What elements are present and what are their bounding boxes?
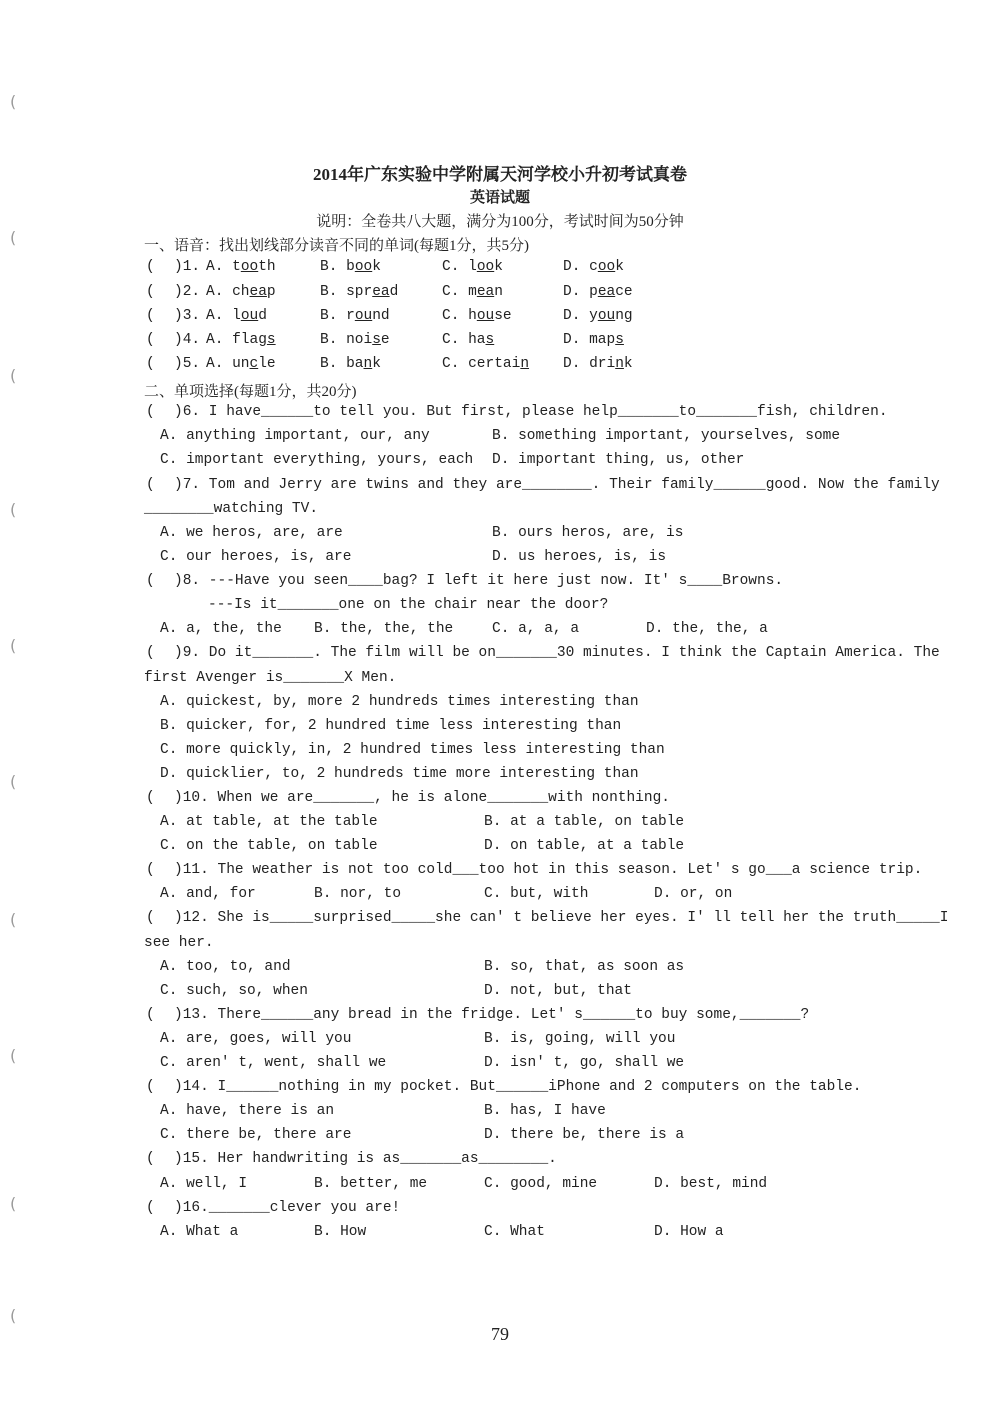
word-part: noi: [346, 332, 373, 348]
binder-hole: (: [10, 1306, 17, 1325]
option-c: [442, 259, 503, 275]
answer-option: D. or, on: [654, 886, 733, 902]
option-letter: C.: [442, 356, 460, 372]
word-part: flag: [232, 332, 267, 348]
underlined-part: s: [372, 332, 381, 348]
answer-option: C. such, so, when: [160, 983, 308, 999]
option-letter: B.: [320, 332, 338, 348]
word-part: n: [494, 284, 503, 300]
answer-option: C. our heroes, is, are: [160, 549, 352, 565]
question-stem: )8. ---Have you seen____bag? I left it here just now. It' s____Browns.: [174, 573, 784, 589]
answer-option: B. ours heros, are, is: [492, 525, 684, 541]
question-number: )2.: [174, 284, 201, 300]
option-b: [320, 356, 381, 372]
word-part: k: [372, 356, 381, 372]
answer-paren[interactable]: (: [146, 862, 155, 878]
answer-paren[interactable]: (: [146, 284, 155, 300]
option-a: [206, 332, 276, 348]
exam-instructions: 说明：全卷共八大题，满分为100分，考试时间为50分钟: [316, 214, 684, 230]
answer-option: A. a, the, the: [160, 621, 282, 637]
section-heading: 一、语音：找出划线部分读音不同的单词(每题1分，共5分): [144, 238, 529, 254]
answer-option: B. so, that, as soon as: [484, 959, 685, 975]
answer-paren[interactable]: (: [146, 910, 155, 926]
answer-option: A. have, there is an: [160, 1103, 335, 1119]
option-d: [563, 332, 624, 348]
answer-paren[interactable]: (: [146, 356, 155, 372]
answer-option: C. more quickly, in, 2 hundred times less interesting than: [160, 742, 665, 758]
word-part: ch: [232, 284, 250, 300]
answer-option: B. is, going, will you: [484, 1031, 676, 1047]
question-number: )1.: [174, 259, 201, 275]
answer-option: D. there be, there is a: [484, 1127, 685, 1143]
option-letter: C.: [442, 259, 460, 275]
underlined-part: ou: [354, 308, 373, 324]
option-b: [320, 308, 390, 324]
question-continuation: see her.: [144, 935, 214, 951]
option-b: [320, 284, 398, 300]
word-part: un: [232, 356, 250, 372]
option-d: [563, 284, 633, 300]
option-a: [206, 308, 267, 324]
question-stem: )6. I have______to tell you. But first, please help_______to_______fish, children.: [174, 404, 888, 420]
word-part: m: [468, 284, 477, 300]
section-heading: 二、单项选择(每题1分，共20分): [144, 384, 357, 400]
option-c: [442, 308, 512, 324]
option-letter: C.: [442, 284, 460, 300]
answer-paren[interactable]: (: [146, 332, 155, 348]
word-part: ba: [346, 356, 364, 372]
answer-option: C. aren' t, went, shall we: [160, 1055, 387, 1071]
answer-option: A. well, I: [160, 1176, 248, 1192]
underlined-part: n: [363, 356, 373, 372]
option-c: [442, 356, 529, 372]
option-a: [206, 259, 276, 275]
page-number: 79: [491, 1324, 509, 1344]
word-part: t: [232, 259, 241, 275]
underlined-part: oo: [597, 259, 616, 275]
underlined-part: ou: [476, 308, 495, 324]
question-continuation: ---Is it_______one on the chair near the door?: [208, 597, 609, 613]
word-part: b: [346, 259, 355, 275]
word-part: d: [258, 308, 267, 324]
answer-option: C. good, mine: [484, 1176, 598, 1192]
option-letter: A.: [206, 259, 224, 275]
question-continuation: first Avenger is_______X Men.: [144, 670, 397, 686]
question-stem: )10. When we are_______, he is alone_______with nonthing.: [174, 790, 670, 806]
option-letter: C.: [442, 308, 460, 324]
answer-paren[interactable]: (: [146, 573, 155, 589]
binder-hole: (: [10, 1046, 17, 1065]
word-part: l: [468, 259, 477, 275]
option-letter: B.: [320, 284, 338, 300]
option-letter: D.: [563, 332, 581, 348]
word-part: h: [468, 308, 477, 324]
word-part: c: [589, 259, 598, 275]
word-part: k: [623, 356, 633, 372]
question-stem: )7. Tom and Jerry are twins and they are________. Their family______good. Now the family: [174, 477, 940, 493]
answer-option: D. quicklier, to, 2 hundreds time more interesting than: [160, 766, 639, 782]
word-part: ce: [615, 284, 633, 300]
underlined-part: n: [615, 356, 624, 372]
underlined-part: ea: [476, 284, 495, 300]
answer-option: A. we heros, are, are: [160, 525, 343, 541]
option-letter: B.: [320, 356, 338, 372]
word-part: l: [232, 308, 241, 324]
word-part: map: [589, 332, 616, 348]
option-letter: A.: [206, 332, 224, 348]
answer-option: B. better, me: [314, 1176, 428, 1192]
answer-option: C. What: [484, 1224, 545, 1240]
option-d: [563, 259, 624, 275]
answer-option: D. us heroes, is, is: [492, 549, 667, 565]
option-a: [206, 356, 276, 372]
question-number: )4.: [174, 332, 201, 348]
question-continuation: ________watching TV.: [144, 501, 319, 517]
answer-option: B. the, the, the: [314, 621, 454, 637]
exam-title: 2014年广东实验中学附属天河学校小升初考试真卷: [313, 165, 687, 184]
option-d: [563, 308, 633, 324]
option-letter: C.: [442, 332, 460, 348]
answer-paren[interactable]: (: [146, 1079, 155, 1095]
answer-option: C. on the table, on table: [160, 838, 378, 854]
binder-hole: (: [10, 772, 17, 791]
underlined-part: oo: [240, 259, 259, 275]
word-part: th: [258, 259, 276, 275]
answer-option: A. anything important, our, any: [160, 428, 430, 444]
option-b: [320, 259, 381, 275]
word-part: ha: [468, 332, 486, 348]
option-letter: A.: [206, 308, 224, 324]
question-number: )3.: [174, 308, 201, 324]
binder-hole: (: [10, 228, 17, 247]
answer-paren[interactable]: (: [146, 259, 155, 275]
answer-option: D. How a: [654, 1224, 724, 1240]
word-part: se: [494, 308, 512, 324]
word-part: spr: [346, 284, 373, 300]
underlined-part: s: [485, 332, 495, 348]
question-stem: )15. Her handwriting is as_______as________.: [174, 1151, 557, 1167]
option-letter: D.: [563, 356, 581, 372]
word-part: e: [380, 332, 390, 348]
answer-paren[interactable]: (: [146, 1151, 155, 1167]
question-stem: )11. The weather is not too cold___too hot in this season. Let' s go___a science trip.: [174, 862, 923, 878]
answer-option: C. but, with: [484, 886, 589, 902]
answer-option: B. quicker, for, 2 hundred time less interesting than: [160, 718, 622, 734]
question-stem: )9. Do it_______. The film will be on_______30 minutes. I think the Captain America. The: [174, 645, 940, 661]
word-part: dri: [589, 356, 616, 372]
answer-paren[interactable]: (: [146, 477, 155, 493]
option-c: [442, 284, 503, 300]
option-a: [206, 284, 276, 300]
word-part: k: [494, 259, 503, 275]
answer-option: A. and, for: [160, 886, 256, 902]
word-part: k: [615, 259, 624, 275]
answer-option: A. at table, at the table: [160, 814, 378, 830]
answer-paren[interactable]: (: [146, 645, 155, 661]
underlined-part: c: [249, 356, 259, 372]
question-stem: )16._______clever you are!: [174, 1200, 401, 1216]
option-letter: D.: [563, 259, 581, 275]
underlined-part: s: [615, 332, 624, 348]
question-stem: )12. She is_____surprised_____she can' t believe her eyes. I' ll tell her the truth_____I: [174, 910, 949, 926]
underlined-part: oo: [354, 259, 373, 275]
option-letter: B.: [320, 259, 338, 275]
option-b: [320, 332, 390, 348]
answer-option: B. something important, yourselves, some: [492, 428, 841, 444]
underlined-part: s: [266, 332, 276, 348]
word-part: p: [589, 284, 598, 300]
underlined-part: ou: [240, 308, 259, 324]
underlined-part: ou: [597, 308, 616, 324]
underlined-part: ea: [597, 284, 616, 300]
option-letter: B.: [320, 308, 338, 324]
underlined-part: oo: [476, 259, 495, 275]
word-part: p: [266, 284, 276, 300]
answer-option: A. too, to, and: [160, 959, 291, 975]
question-number: )5.: [174, 356, 201, 372]
answer-option: A. are, goes, will you: [160, 1031, 352, 1047]
binder-hole: (: [10, 500, 17, 519]
binder-hole: (: [10, 636, 17, 655]
option-letter: A.: [206, 284, 224, 300]
word-part: certai: [468, 356, 521, 372]
answer-paren[interactable]: (: [146, 1007, 155, 1023]
binder-hole: (: [10, 92, 17, 111]
word-part: ng: [615, 308, 633, 324]
answer-option: C. important everything, yours, each: [160, 452, 474, 468]
answer-paren[interactable]: (: [146, 1200, 155, 1216]
answer-option: C. there be, there are: [160, 1127, 352, 1143]
answer-option: D. isn' t, go, shall we: [484, 1055, 685, 1071]
answer-option: A. quickest, by, more 2 hundreds times interesting than: [160, 694, 639, 710]
answer-option: B. has, I have: [484, 1103, 606, 1119]
word-part: d: [389, 284, 399, 300]
question-stem: )14. I______nothing in my pocket. But______iPhone and 2 computers on the table.: [174, 1079, 862, 1095]
answer-option: B. nor, to: [314, 886, 402, 902]
word-part: y: [589, 308, 598, 324]
word-part: le: [258, 356, 276, 372]
exam-subtitle: 英语试题: [469, 190, 530, 206]
word-part: r: [346, 308, 355, 324]
word-part: k: [372, 259, 381, 275]
binder-hole: (: [10, 910, 17, 929]
answer-option: B. How: [314, 1224, 367, 1240]
underlined-part: n: [520, 356, 530, 372]
answer-option: D. the, the, a: [646, 621, 768, 637]
option-letter: D.: [563, 308, 581, 324]
underlined-part: ea: [249, 284, 267, 300]
option-letter: A.: [206, 356, 224, 372]
answer-option: D. important thing, us, other: [492, 452, 745, 468]
answer-option: D. best, mind: [654, 1176, 768, 1192]
answer-paren[interactable]: (: [146, 404, 155, 420]
answer-option: C. a, a, a: [492, 621, 580, 637]
binder-hole: (: [10, 366, 17, 385]
underlined-part: ea: [372, 284, 390, 300]
option-d: [563, 356, 633, 372]
word-part: nd: [372, 308, 390, 324]
answer-option: B. at a table, on table: [484, 814, 685, 830]
option-c: [442, 332, 494, 348]
answer-option: D. on table, at a table: [484, 838, 685, 854]
binder-hole: (: [10, 1194, 17, 1213]
answer-option: D. not, but, that: [484, 983, 632, 999]
option-letter: D.: [563, 284, 581, 300]
question-stem: )13. There______any bread in the fridge. Let' s______to buy some,_______?: [174, 1007, 810, 1023]
answer-option: A. What a: [160, 1224, 239, 1240]
answer-paren[interactable]: (: [146, 308, 155, 324]
answer-paren[interactable]: (: [146, 790, 155, 806]
